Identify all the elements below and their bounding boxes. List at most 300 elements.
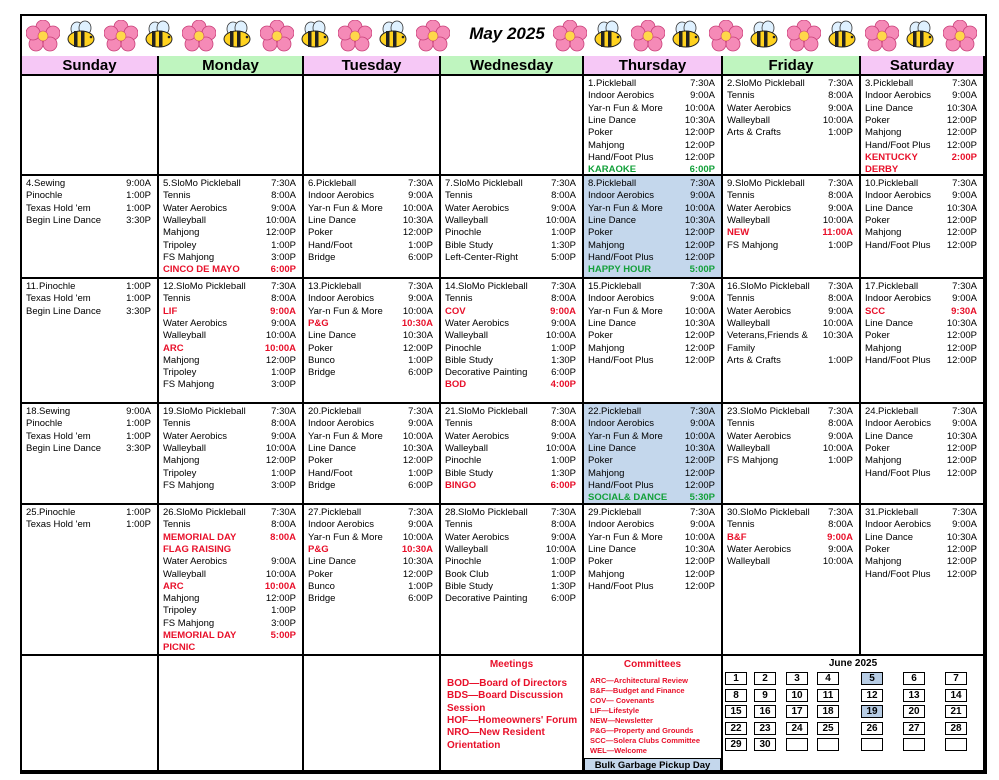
event-time: 10:30A [946,317,977,329]
event-item [445,318,576,330]
event-item [865,569,977,581]
event-time: 12:00P [946,114,977,126]
event-item [588,90,715,102]
event-name: Hand/Foot Plus [865,139,931,151]
event-time: 3:30P [126,214,151,226]
june-day: 12 [861,689,883,702]
day-cell[interactable] [159,176,304,279]
event-time: 1:00P [126,507,151,518]
event-time: 1:00P [126,293,151,305]
day-cell[interactable] [159,279,304,404]
day-cell[interactable] [441,404,584,505]
event-item [445,306,576,318]
committee-legend-item: P&G—Property and Grounds [590,726,694,735]
event-time: 10:00A [822,556,853,568]
event-name: BOD [445,379,467,391]
event-name: FS Mahjong [163,379,215,391]
event-name: ARC [163,580,184,592]
june-day: 4 [817,672,839,685]
event-item [34,178,151,190]
event-item [878,406,977,418]
day-cell[interactable] [441,279,584,404]
event-name: Yar-n Fun & More [588,531,663,543]
event-name: Indoor Aerobics [308,519,375,531]
day-number: 6. [308,178,316,189]
event-time: 8:00A [551,519,576,531]
event-item [26,215,151,227]
event-item [321,406,433,418]
day-number: 10. [865,178,879,189]
event-time: 10:00A [822,214,853,226]
day-cell[interactable] [441,176,584,279]
day-cell[interactable] [584,76,723,176]
event-time: 7:30A [551,178,576,189]
event-time: 7:30A [690,178,715,189]
day-cell[interactable] [723,404,861,505]
event-name: Walleyball [163,442,206,454]
event-item [865,190,977,202]
day-cell[interactable] [22,404,159,505]
event-name: Decorative Painting [445,593,528,605]
event-name: Bunco [308,354,335,366]
day-number: 26. [163,507,177,518]
event-time: 12:00P [946,568,977,580]
event-time: 12:00P [946,342,977,354]
event-name: Line Dance [588,317,637,329]
event-time: 10:30A [946,430,977,442]
event-time: 5:00P [689,264,715,276]
day-cell[interactable] [159,505,304,656]
event-item [727,215,853,227]
committees-title: Committees [623,659,682,670]
event-time: 10:00A [265,330,296,342]
event-time: 12:00P [946,139,977,151]
day-number: 18. [26,406,40,417]
event-item [445,293,576,305]
event-name: Mahjong [865,127,902,139]
event-name: Texas Hold 'em [26,430,91,442]
day-cell[interactable] [22,76,159,176]
day-cell[interactable] [22,176,159,279]
event-name: P&G [308,317,329,329]
event-item [740,406,853,418]
flower-icon [865,20,899,52]
event-item [308,519,433,531]
event-name: Pickleball [321,281,362,292]
event-name: Poker [308,227,333,239]
event-name: Tennis [163,293,191,305]
event-name: Water Aerobics [163,317,228,329]
event-time: 6:00P [408,479,433,491]
event-item [308,532,433,544]
event-item [163,630,296,642]
event-time: 9:00A [271,202,296,214]
event-item [727,519,853,531]
event-item [26,418,151,430]
meetings-legend [441,656,584,772]
day-cell[interactable] [723,76,861,176]
event-time: 1:00P [271,467,296,479]
event-name: Water Aerobics [163,430,228,442]
event-name: KARAOKE [588,164,637,176]
event-name: Indoor Aerobics [588,418,655,430]
day-cell[interactable] [159,76,304,176]
flower-icon [182,20,216,52]
event-item [163,544,296,556]
day-cell[interactable] [304,505,441,656]
event-item [176,281,296,293]
event-time: 5:00P [551,251,576,263]
event-item [588,431,715,443]
event-name: Tennis [727,190,755,202]
event-item [176,507,296,519]
event-name: Indoor Aerobics [865,90,932,102]
june-day: 2 [754,672,776,685]
event-time: 1:00P [828,455,853,467]
event-name: Begin Line Dance [26,442,101,454]
day-cell[interactable] [159,404,304,505]
event-name: P&G [308,543,329,555]
day-number: 17. [865,281,879,292]
event-item [865,330,977,342]
event-name: Poker [588,455,613,467]
event-name: Pickleball [601,507,642,518]
event-name: Mahjong [163,455,200,467]
event-item [308,593,433,605]
meeting-legend-item: NRO—New Resident [447,727,545,739]
event-name: Begin Line Dance [26,305,101,317]
day-header-saturday: Saturday [861,56,985,76]
event-time: 7:30A [828,281,853,292]
day-cell[interactable] [584,404,723,505]
event-item [163,468,296,480]
event-item [458,507,576,519]
event-item [308,367,433,379]
june-day: 1 [725,672,747,685]
day-number: 13. [308,281,322,292]
event-item [588,418,715,430]
event-time: 10:30A [401,317,433,329]
event-item [588,152,715,164]
day-cell[interactable] [723,176,861,279]
event-time: 9:00A [270,305,296,317]
day-cell[interactable] [22,505,159,656]
event-time: 1:00P [828,127,853,139]
event-name: Poker [865,543,890,555]
event-name: Line Dance [308,214,357,226]
committee-legend-item: ARC—Architectural Review [590,676,688,685]
event-item [39,281,151,293]
event-time: 12:00P [684,127,715,139]
event-item [727,343,853,355]
event-item [865,115,977,127]
event-item [308,431,433,443]
event-name: Hand/Foot Plus [865,239,931,251]
event-time: 7:30A [690,507,715,518]
event-name: Mahjong [588,239,625,251]
day-cell[interactable] [441,76,584,176]
event-name: Hand/Foot Plus [865,354,931,366]
event-time: 12:00P [946,543,977,555]
event-name: Bible Study [445,354,494,366]
event-name: Poker [588,556,613,568]
event-time: 1:00P [551,556,576,568]
event-time: 8:00A [828,190,853,202]
event-time: 9:00A [408,190,433,202]
event-name: Water Aerobics [445,430,510,442]
day-cell[interactable] [861,76,985,176]
event-item [39,507,151,519]
event-time: 12:00P [684,342,715,354]
event-name: BINGO [445,479,477,491]
june-day: 15 [725,705,747,718]
event-item [865,455,977,467]
event-name: Bible Study [445,239,494,251]
event-item [740,507,853,519]
event-item [163,379,296,391]
event-item [865,355,977,367]
day-cell[interactable] [304,176,441,279]
event-item [727,532,853,544]
event-item [308,227,433,239]
committee-legend-item: NEW—Newsletter [590,716,653,725]
event-name: Pickleball [878,281,919,292]
day-cell[interactable] [304,279,441,404]
event-item [727,306,853,318]
event-item [445,240,576,252]
event-item [308,443,433,455]
day-header-friday: Friday [723,56,861,76]
event-item [865,240,977,252]
event-name: Poker [865,114,890,126]
event-time: 2:00P [951,151,977,163]
event-time: 7:30A [690,281,715,292]
event-item [163,581,296,593]
event-name: Pinochle [445,227,482,239]
event-item [727,318,853,330]
event-item [26,443,151,455]
event-name: Water Aerobics [163,556,228,568]
june-day: 22 [725,722,747,735]
event-name: Pickleball [316,178,357,189]
event-name: Poker [865,330,890,342]
event-item [727,90,853,102]
day-number: 4. [26,178,34,189]
event-time: 10:00A [545,543,576,555]
event-name: Sewing [39,406,71,417]
event-name: PICNIC [163,642,196,654]
event-time: 1:00P [126,519,151,531]
day-number: 11. [26,281,39,292]
event-name: FS Mahjong [163,617,215,629]
event-name: Texas Hold 'em [26,202,91,214]
banner [22,16,985,57]
day-cell[interactable] [304,404,441,505]
day-cell[interactable] [861,505,985,656]
event-time: 12:00P [265,455,296,467]
event-time: 1:00P [271,239,296,251]
event-time: 8:00A [551,190,576,202]
event-item [865,418,977,430]
event-item [26,203,151,215]
day-header-tuesday: Tuesday [304,56,441,76]
day-cell[interactable] [584,505,723,656]
event-time: 8:00A [271,190,296,202]
event-time: 7:30A [690,78,715,89]
bee-icon [143,20,177,52]
event-name: Decorative Painting [445,367,528,379]
event-item [445,379,576,391]
event-time: 7:30A [828,507,853,518]
event-name: Yar-n Fun & More [308,305,383,317]
event-time: 8:00A [270,531,296,543]
day-cell[interactable] [22,279,159,404]
event-time: 8:00A [828,418,853,430]
event-name: Hand/Foot Plus [865,467,931,479]
event-name: Line Dance [865,430,914,442]
event-time: 3:00P [271,251,296,263]
event-item [163,203,296,215]
event-time: 9:00A [408,418,433,430]
event-time: 9:00A [690,293,715,305]
event-name: SloMo Pickleball [458,281,528,292]
event-time: 10:30A [402,330,433,342]
event-time: 9:00A [551,317,576,329]
day-cell[interactable] [861,176,985,279]
event-item [163,431,296,443]
event-item [588,318,715,330]
event-time: 1:00P [126,190,151,202]
day-cell[interactable] [723,279,861,404]
event-time: 7:30A [551,281,576,292]
bee-icon [826,20,860,52]
day-cell[interactable] [584,279,723,404]
event-item [445,190,576,202]
day-cell[interactable] [304,76,441,176]
event-name: Bridge [308,367,336,379]
event-item [453,178,576,190]
flower-icon [26,20,60,52]
event-time: 10:00A [265,442,296,454]
event-time: 9:00A [952,418,977,430]
event-time: 10:00A [684,102,715,114]
event-item [865,431,977,443]
event-name: Hand/Foot [308,467,353,479]
event-name: Hand/Foot Plus [588,151,654,163]
event-time: 1:00P [551,568,576,580]
event-time: 10:30A [684,317,715,329]
event-name: Walleyball [727,442,770,454]
committee-legend-item: COV— Covenants [590,696,655,705]
event-item [445,418,576,430]
day-cell[interactable] [584,176,723,279]
event-item [308,480,433,492]
event-name: Walleyball [163,214,206,226]
bee-icon [221,20,255,52]
day-cell[interactable] [861,404,985,505]
event-item [445,581,576,593]
event-item [865,140,977,152]
event-name: Walleyball [445,214,488,226]
event-time: 7:30A [271,281,296,292]
event-item [308,355,433,367]
event-name: Poker [308,342,333,354]
event-item [163,618,296,630]
event-name: Tripoley [163,239,197,251]
event-item [26,190,151,202]
event-name: Pinochle [26,418,63,430]
event-time: 7:30A [408,507,433,518]
event-time: 5:00P [270,630,296,641]
event-item [308,293,433,305]
event-name: DERBY [865,164,899,176]
event-name: Bridge [308,251,336,263]
day-number: 21. [445,406,459,417]
month-title: May 2025 [469,24,545,43]
day-cell[interactable] [441,505,584,656]
event-time: 6:00P [551,367,576,379]
event-time: 12:00P [684,556,715,568]
event-time: 9:00A [828,305,853,317]
event-name: Yar-n Fun & More [308,430,383,442]
event-name: Tennis [445,190,473,202]
event-time: 7:30A [408,281,433,292]
event-name: Pickleball [601,406,642,417]
flower-icon [104,20,138,52]
event-name: Mahjong [865,455,902,467]
event-time: 7:30A [408,178,433,189]
event-time: 12:00P [946,556,977,568]
event-name: COV [445,305,466,317]
event-name: Mahjong [588,568,625,580]
event-name: Hand/Foot Plus [588,479,654,491]
day-cell[interactable] [861,279,985,404]
event-time: 9:00A [690,418,715,430]
day-number: 20. [308,406,322,417]
event-item [308,468,433,480]
event-time: 10:00A [822,442,853,454]
event-item [308,203,433,215]
event-item [163,569,296,581]
event-item [865,544,977,556]
event-name: Tennis [163,519,191,531]
event-name: Indoor Aerobics [308,418,375,430]
event-time: 12:00P [946,467,977,479]
event-item [445,468,576,480]
event-time: 12:00P [402,342,433,354]
event-item [26,519,151,531]
event-time: 6:00P [270,264,296,276]
day-cell[interactable] [723,505,861,656]
event-time: 9:00A [271,317,296,329]
event-time: 9:00A [690,90,715,102]
event-item [445,203,576,215]
june-day [817,738,839,751]
event-time: 12:00P [684,354,715,366]
event-item [163,293,296,305]
event-time: 12:00P [684,251,715,263]
event-item [163,306,296,318]
event-item [601,507,715,519]
june-day [786,738,808,751]
event-time: 12:00P [946,227,977,239]
event-time: 9:00A [828,430,853,442]
event-name: Mahjong [588,139,625,151]
event-time: 12:00P [265,593,296,605]
meetings-title: Meetings [489,659,534,670]
event-name: Tripoley [163,467,197,479]
event-time: 10:30A [684,214,715,226]
